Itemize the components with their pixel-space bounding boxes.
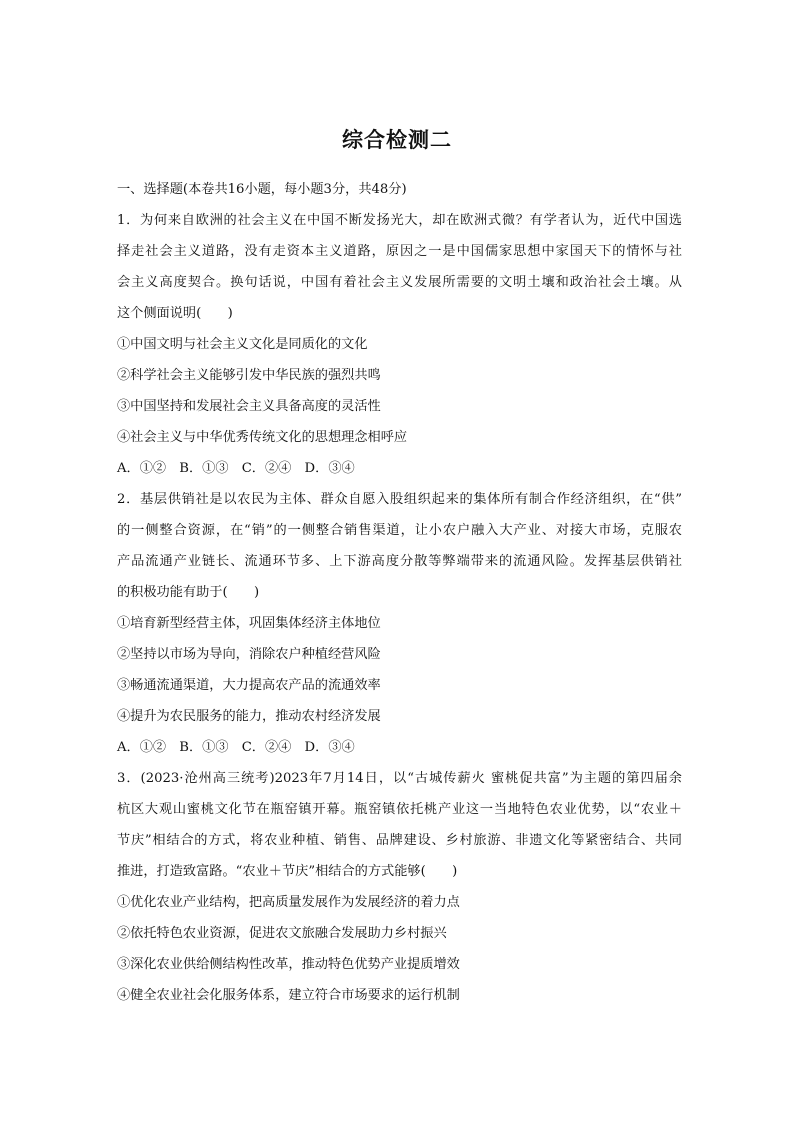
question-stem-line: 产品流通产业链长、流通环节多、上下游高度分散等弊端带来的流通风险。发挥基层供销社	[117, 554, 682, 569]
question-3	[117, 763, 682, 1011]
question-stem-line: 的积极功能有助于( )	[117, 585, 260, 600]
question-stem-line: 杭区大观山蜜桃文化节在瓶窑镇开幕。瓶窑镇依托桃产业这一当地特色农业优势，以“农业＋	[117, 802, 682, 817]
option-statement: ②坚持以市场为导向，消除农户种植经营风险	[117, 647, 381, 662]
option-statement: ④社会主义与中华优秀传统文化的思想理念相呼应	[117, 430, 408, 445]
document-body	[117, 174, 682, 1011]
answer-choices: A．①② B．①③ C．②④ D．③④	[117, 461, 355, 476]
question-stem-line: 的一侧整合资源，在“销”的一侧整合销售渠道，让小农户融入大产业、对接大市场，克服农	[117, 523, 682, 538]
option-statement: ③深化农业供给侧结构性改革，推动特色优势产业提质增效	[117, 957, 460, 972]
option-statement: ②科学社会主义能够引发中华民族的强烈共鸣	[117, 368, 381, 383]
question-stem-line: 推进，打造致富路。“农业＋节庆”相结合的方式能够( )	[117, 864, 458, 879]
option-statement: ①优化农业产业结构，把高质量发展作为发展经济的着力点	[117, 895, 460, 910]
option-statement: ②依托特色农业资源，促进农文旅融合发展助力乡村振兴	[117, 926, 447, 941]
answer-choices: A．①② B．①③ C．②④ D．③④	[117, 740, 355, 755]
option-statement: ①中国文明与社会主义文化是同质化的文化	[117, 337, 368, 352]
question-stem-line: 会主义高度契合。换句话说，中国有着社会主义发展所需要的文明土壤和政治社会土壤。从	[117, 275, 682, 290]
option-statement: ④健全农业社会化服务体系，建立符合市场要求的运行机制	[117, 988, 460, 1003]
page-title: 综合检测二	[342, 128, 452, 152]
question-stem-line: 节庆”相结合的方式，将农业种植、销售、品牌建设、乡村旅游、非遗文化等紧密结合、共同	[117, 833, 682, 848]
question-stem-line: 1．为何来自欧洲的社会主义在中国不断发扬光大，却在欧洲式微？有学者认为，近代中国选	[117, 213, 682, 228]
question-1	[117, 205, 682, 484]
option-statement: ④提升为农民服务的能力，推动农村经济发展	[117, 709, 381, 724]
question-stem-line: 2．基层供销社是以农民为主体、群众自愿入股组织起来的集体所有制合作经济组织，在“供”	[117, 492, 682, 507]
question-stem-line: 这个侧面说明( )	[117, 306, 233, 321]
option-statement: ①培育新型经营主体，巩固集体经济主体地位	[117, 616, 381, 631]
section-heading: 一、选择题(本卷共16小题，每小题3分，共48分)	[117, 182, 407, 197]
question-2	[117, 484, 682, 763]
option-statement: ③中国坚持和发展社会主义具备高度的灵活性	[117, 399, 381, 414]
option-statement: ③畅通流通渠道，大力提高农产品的流通效率	[117, 678, 381, 693]
question-stem-line: 择走社会主义道路，没有走资本主义道路，原因之一是中国儒家思想中家国天下的情怀与社	[117, 244, 682, 259]
question-stem-line: 3．(2023·沧州高三统考)2023年7月14日，以“古城传薪火 蜜桃促共富”为主题的第四届余	[117, 771, 682, 786]
